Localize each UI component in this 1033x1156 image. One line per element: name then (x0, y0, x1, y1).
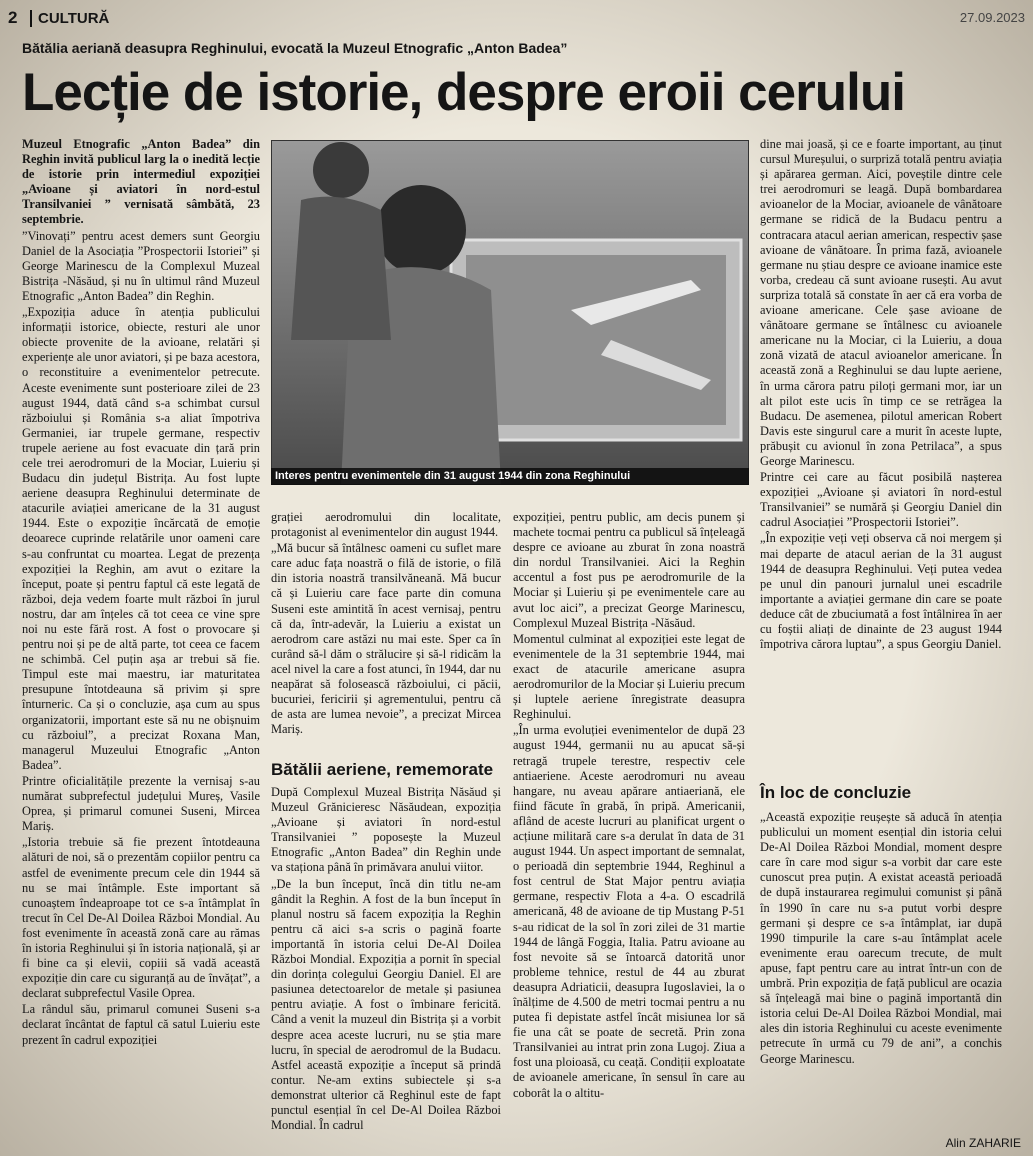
section-label: CULTURĂ (30, 10, 109, 27)
page-number: 2 (8, 8, 18, 27)
column-2-continued (271, 785, 501, 1150)
subheading-aerial-battles: Bătălii aeriene, rememorate (271, 760, 494, 779)
paragraph: La rândul său, primarul comunei Suseni s-a declarat încântat de faptul că satul Luieriu este prezent în cadrul expoziției (22, 1002, 260, 1047)
paragraph: grației aerodromului din localitate, protagonist al evenimentelor din august 1944. (271, 510, 501, 540)
paragraph: „Istoria trebuie să fie prezent întotdeauna alături de noi, să o prezentăm copiilor pentru ca astfel de evenimente precum cele din 1944 să nu se mai întâmple. Este important să cunoaștem îndeaproape tot ce s-a întâmplat în trecut în Cel De-Al Doilea Război Mondial. Au fost evenimente în această zonă care au rămas în istoria Reghinului și în istoria națională, și ar fi bine ca și elevii, copiii să vadă această expoziție din care cu siguranță au de învățat”, a declarat subprefectul Vasile Oprea. (22, 835, 260, 1001)
paragraph: expoziției, pentru public, am decis punem și machete tocmai pentru ca publicul să înțeleagă despre ce avioane au zburat în zona noastră din nordul Transilvaniei. Aici la Reghin accentul a fost pus pe aerodromurile de la Mociar și Luieriu și pe evenimentele care au avut loc aici”, a precizat George Marinescu, Complexul Muzeal Bistrița -Năsăud. (513, 510, 745, 630)
column-4-conclusion (760, 810, 1002, 1110)
subheading-conclusion: În loc de concluzie (760, 783, 912, 802)
paragraph: „De la bun început, încă din titlu ne-am gândit la Reghin. A fost de la bun început în planul nostru să facem expoziția la Reghin pentru că aici s-a scris o pagină foarte importantă în istoria celui De-Al Doilea Război Mondial. Expoziția a pornit în special din dorința colegului Georgiu Daniel. El are pasiunea detectoarelor de metale și pasiunea pentru aviație. A fost o îmbinare fericită. Când a venit la muzeul din Bistrița și a vorbit despre acea aceste lucruri, nu se știa mare lucru, în special de aerodromul de la Budacu. Astfel această expoziție a început să prindă contur. Ne-am extins subiectele și s-a demonstrat ulterior că Reghinul este de fapt punctul esențial în cel De-Al Doilea Război Mondial. În cadrul (271, 876, 501, 1133)
paragraph: După Complexul Muzeal Bistrița Năsăud și Muzeul Grănicieresc Năsăudean, expoziția „Avioane și aviatori în nord-estul Transilvaniei ” poposește la Muzeul Etnografic „Anton Badea” din Reghin unde va staționa până în primăvara anului viitor. (271, 785, 501, 875)
column-3 (513, 510, 745, 1150)
paragraph: „Expoziția aduce în atenția publicului informații istorice, obiecte, resturi ale unor obiecte provenite de la avioane, relatări și experiențe ale unor aviatori, și pe baza acestora, o reconstituire a evenimentelor petrecute. Aceste evenimente sunt posterioare zilei de 23 august 1944, dată când s-a schimbat cursul războiului și România s-a aliat împotriva Germaniei, iar trupele germane, respectiv trupele aeriene au fost evacuate din țară prin cele trei aerodromuri de la Mociar, Luieriu și Budacu din județul Bistrița. Au fost lupte aeriene deasupra Reghinului determinate de atacurile aviației americane de la 31 august 1944. Este o expoziție încărcată de emoție deoarece cuprinde relatările unor oameni care s-au confruntat cu moartea. Legat de prezența expoziției la Reghin, am avut o ezitare la început, poate și pentru faptul că este legată de război, deja vedem foarte mult război în jurul nostru, dar am înțeles că tot ceea ce vine spre noi nu este fără rost. A fost o provocare și pentru noi și pe de altă parte, tot ceea ce facem ne schimbă. Cel puțin așa ar trebui să fie. Timpul este mai maestru, iar maturitatea presupune întotdeauna să privim și spre înturneric. Ca și o concluzie, așa cum au spus organizatorii, important este să nu ne obișnuim cu războiul”, a precizat Roxana Man, managerul Muzeului Etnografic „Anton Badea”. (22, 305, 260, 772)
lead-paragraph: Muzeul Etnografic „Anton Badea” din Reghin invită publicul larg la o inedită lecție de istorie prin intermediul expoziției „Avioane și aviatori în nord-estul Transilvaniei ” vernisată sâmbătă, 23 septembrie. (22, 137, 260, 227)
photo-illustration (271, 140, 749, 485)
article-headline: Lecție de istorie, despre eroii cerului (22, 63, 905, 122)
column-4 (760, 137, 1002, 777)
issue-date: 27.09.2023 (959, 10, 1025, 25)
author-byline: Alin ZAHARIE (945, 1136, 1021, 1150)
photo-caption: Interes pentru evenimentele din 31 august 1944 din zona Reghinului (271, 468, 749, 485)
paragraph: „În expoziție veți veți observa că noi mergem și mai departe de atacul aerian de la 31 august 1944 de deasupra Reghinului. Veți putea vedea pe unul din panouri jurnalul unei escadrile importante a aviației germane din care se poate deduce cât de zbuciumată a fost întâlnirea în aer cu foștii aliați de dinainte de 23 august 1944 împotriva cărora luptau”, a spus Georgiu Daniel. (760, 531, 1002, 652)
paragraph: Momentul culminat al expoziției este legat de evenimentele de la 31 septembrie 1944, mai exact de atacurile americane asupra aerodromurilor de la Mociar și Luieriu precum și luptele aeriene înregistrate deasupra Reghinului. (513, 631, 745, 722)
paragraph: Printre cei care au făcut posibilă nașterea expoziției „Avioane și aviatori în nord-estul Transilvaniei” se numără și Georgiu Daniel din cadrul Asociației ”Prospectorii Istoriei”. (760, 470, 1002, 530)
page-header (8, 8, 1025, 32)
paragraph: „În urma evoluției evenimentelor de după 23 august 1944, germanii nu au apucat să-și retragă trupele terestre, respectiv cele antiaeriene. Aceste aerodromuri nu aveau hangare, nu aveau apărare antiaeriană, ele fiind făcute în grabă, în pripă. Americanii, aflând de aceste lucruri au planificat urgent o acțiune militară care s-a derulat în data de 31 august 1944. Un aspect important de semnalat, o perioadă din septembrie 1944, Reghinul a fost centrul de Stat Major pentru aviația germane, respectiv Flota a 4-a. O escadrilă americană, 48 de avioane de tip Mustang P-51 s-au ridicat de la sol în zori zilei de 31 martie 1944 de lângă Foggia, Italia. Patru avioane au fost nevoite să se întoarcă datorită unor probleme tehnice, restul de 44 au zburat deasupra Adriaticii, deasupra Iugoslaviei, la o înălțime de 4.500 de metri tocmai pentru a nu putea fi depistate astfel încât misiunea lor să fie una cât se poate de secretă. Prin zona Transilvaniei au intrat prin zona Lugoj. Ziua a fost una ploioasă, cu ceață. Condiții exploatate de avioanele americane, în sensul în care au coborât la o altitu- (513, 723, 745, 1100)
paragraph: „Mă bucur să întâlnesc oameni cu suflet mare care aduc fața noastră o filă de istorie, o filă din istoria noastră transilvăneană. Mă bucur că și Luieriu care face parte din comuna Suseni este amintită în acest vernisaj, pentru că da, într-adevăr, la Luieriu a existat un aerodrom care astăzi nu mai este. Sper ca în curând să-l dăm o strălucire și să-l ridicăm la acel nivel la care a fost atunci, în 1944, dar nu neapărat să folosească războiului, ci păcii, bucuriei, fericirii și agrementului, pentru că de asta are lumea nevoie”, a precizat Mircea Mariș. (271, 541, 501, 737)
paragraph: ”Vinovați” pentru acest demers sunt Georgiu Daniel de la Asociația ”Prospectorii Istoriei” și George Marinescu de la Complexul Muzeal Bistrița -Năsăud, și nu în ultimul rând Muzeul Etnografic „Anton Badea” din Reghin. (22, 228, 260, 303)
column-2 (271, 510, 501, 750)
paragraph: „Această expoziție reușește să aducă în atenția publicului un moment esențial din istoria celui De-Al Doilea Război Mondial, moment despre care în care mod sigur s-a vorbit dar care este cunoscut prea puțin. A existat această perioadă de după instaurarea regimului comunist și până în 1990 în care nu s-a putut vorbi despre germani și despre ce s-a întâmplat, iar după 1990 timpurile la care s-au întâmplat acele evenimente erau oarecum trecute, de mult apuse, fapt pentru care au intrat într-un con de umbră. Prin expoziția de față publicul are ocazia să înțeleagă mai bine o pagină importantă din istoria celui De-Al Doilea Război Mondial, mai ales din istoria Reghinului cu aceste evenimente petrecute în urmă cu 79 de ani”, a conchis George Marinescu. (760, 810, 1002, 1066)
exhibition-photo (271, 140, 749, 485)
column-1 (22, 137, 260, 1147)
article-kicker: Bătălia aeriană deasupra Reghinului, evocată la Muzeul Etnografic „Anton Badea” (22, 40, 568, 56)
paragraph: dine mai joasă, și ce e foarte important, au ținut cursul Mureșului, o surpriză totală pentru aviația și apărarea german. Aici, poveștile dintre cele trei aerodromuri se leagă. După bombardarea avioanelor de la Mociar, avioanele de vânătoare germane se ridică de la Budacu pentru a contracara atacul aerian american, respectiv șase avioane de vânătoare. În prima fază, avioanele germane nu știau despre ce avioane inamice este vorba, credeau că sunt avioane rusești. Au avut surpriza totală să constate în aer că era vorba de avioane americane. Cele șase avioane de vânătoare germane se întâlnesc cu avioanele americane nu la Mociar, ci la Luieriu, a doua zonă vizată de atacul avioanelor americane. În această zonă a Reghinului se dau lupte aeriene, în urma cărora patru piloți germani mor, iar un alt pilot este ucis în timp ce se retrăgea la Budacu. De asemenea, pilotul american Robert Davis este singurul care a murit în aceste lupte, prăbușit cu avionul în zona Petrilaca”, a spus George Marinescu. (760, 137, 1002, 468)
paragraph: Printre oficialitățile prezente la vernisaj s-au numărat subprefectul județului Mureș, Vasile Oprea, și primarul comunei Suseni, Mircea Mariș. (22, 773, 260, 834)
